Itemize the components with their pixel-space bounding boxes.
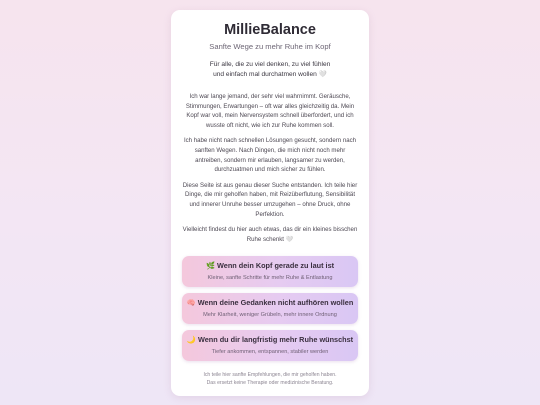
tagline-line-2 bbox=[182, 70, 358, 80]
tagline bbox=[182, 60, 358, 80]
moon-icon: 🌙 bbox=[186, 335, 196, 345]
disclaimer-line-2: Das ersetzt keine Therapie oder medizinische Beratung. bbox=[206, 379, 334, 386]
link-button-title bbox=[186, 260, 354, 271]
white-heart-icon: 🤍 bbox=[285, 235, 294, 243]
link-button-title bbox=[186, 297, 354, 308]
link-button-subtitle: Mehr Klarheit, weniger Grübeln, mehr innere Ordnung bbox=[203, 312, 337, 319]
link-button-subtitle: Kleine, sanfte Schritte für mehr Ruhe & Entlastung bbox=[207, 275, 333, 282]
profile-card bbox=[171, 10, 369, 396]
link-button-title-text: Wenn deine Gedanken nicht aufhören wollen bbox=[197, 298, 354, 308]
link-button-title bbox=[186, 334, 354, 345]
link-button-thoughts[interactable] bbox=[182, 293, 358, 324]
brain-icon: 🧠 bbox=[186, 298, 196, 308]
intro-paragraph-4 bbox=[182, 225, 358, 244]
intro-paragraph-3: Diese Seite ist aus genau dieser Suche entstanden. Ich teile hier Dinge, die mir geholfen haben, mit Reizüberflutung, Sensibilität und innerer Unruhe besser umzugehen – ohne Druck, ohne Perfektion. bbox=[182, 181, 358, 218]
link-button-subtitle: Tiefer ankommen, entspannen, stabiler werden bbox=[211, 349, 329, 356]
link-button-title-text: Wenn du dir langfristig mehr Ruhe wünschst bbox=[197, 335, 354, 345]
disclaimer bbox=[182, 372, 358, 387]
disclaimer-line-1: Ich teile hier sanfte Empfehlungen, die mir geholfen haben. bbox=[203, 372, 337, 379]
intro-paragraph-4-text: Vielleicht findest du hier auch etwas, das dir ein kleines bisschen Ruhe schenkt bbox=[182, 226, 358, 243]
page-subtitle: Sanfte Wege zu mehr Ruhe im Kopf bbox=[209, 42, 331, 51]
intro-paragraph-1: Ich war lange jemand, der sehr viel wahrnimmt. Geräusche, Stimmungen, Erwartungen – oft war alles gleichzeitig da. Mein Kopf war voll, mein Nervensystem schnell überfordert, und ich wusste oft nicht, wie ich zur Ruhe kommen soll. bbox=[185, 93, 355, 129]
link-button-long-term-calm[interactable] bbox=[182, 330, 358, 361]
herb-icon: 🌿 bbox=[205, 261, 216, 271]
page-title: MillieBalance bbox=[224, 22, 316, 38]
link-button-loud-head[interactable] bbox=[182, 256, 358, 287]
tagline-line-1: Für alle, die zu viel denken, zu viel fühlen bbox=[209, 61, 331, 68]
white-heart-icon: 🤍 bbox=[318, 71, 327, 78]
intro-paragraph-2: Ich habe nicht nach schnellen Lösungen gesucht, sondern nach sanften Wegen. Nach Dingen, die mich nicht noch mehr antreiben, sondern mir erlauben, langsamer zu werden, durchzuatmen und mich sicher zu fühlen. bbox=[183, 137, 357, 174]
link-button-title-text: Wenn dein Kopf gerade zu laut ist bbox=[217, 261, 335, 271]
tagline-line-2-text: und einfach mal durchatmen wollen bbox=[213, 71, 317, 78]
